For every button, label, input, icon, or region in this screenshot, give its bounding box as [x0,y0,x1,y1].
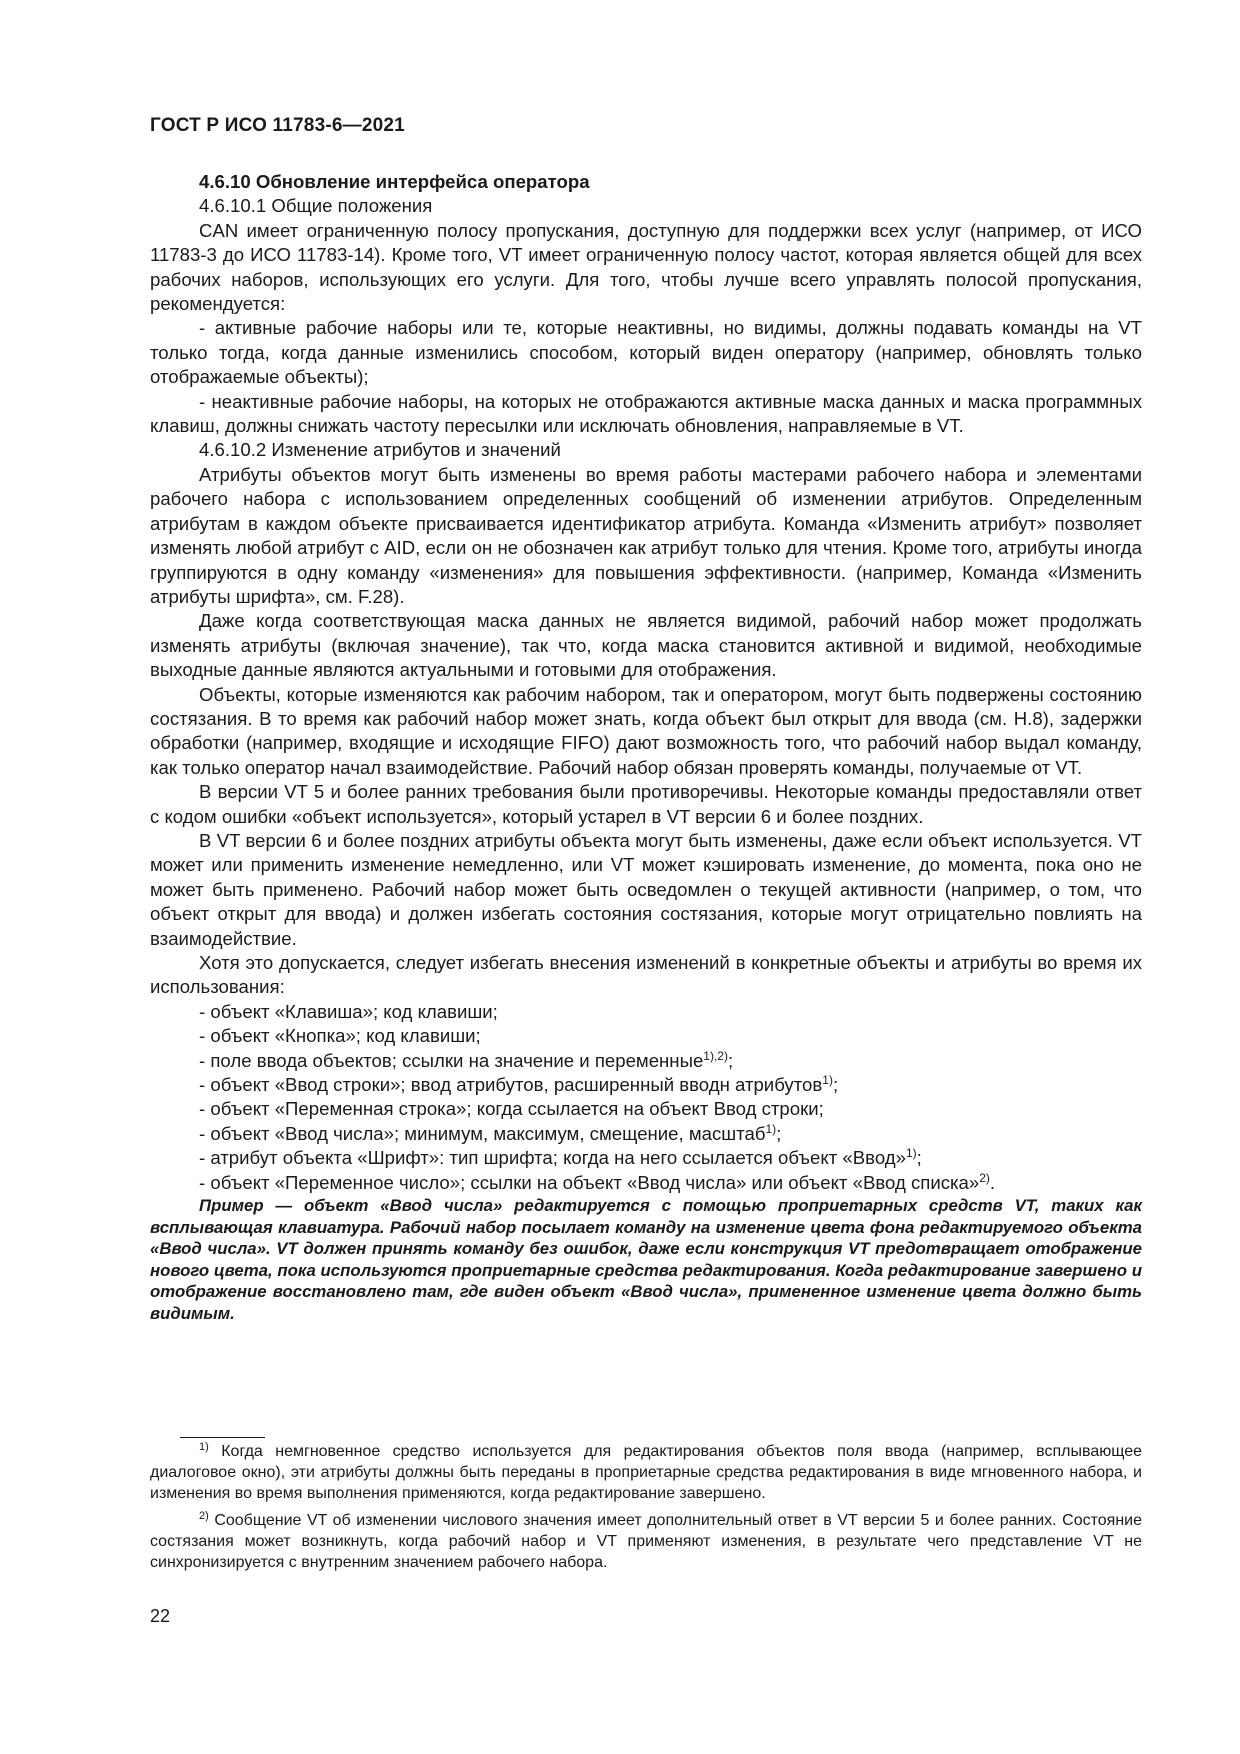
paragraph-vt5: В версии VT 5 и более ранних требования были противоречивы. Некоторые команды предоставляли ответ с кодом ошибки «объект используется», который устарел в VT версии 6 и более поздних. [150,781,1142,827]
recommendation-item-inactive: - неактивные рабочие наборы, на которых не отображаются активные маска данных и маска программных клавиш, должны снижать частоту пересылки или исключать обновления, направляемые в VT. [150,390,1142,437]
example-note: Пример — объект «Ввод числа» редактируется с помощью проприетарных средств VT, таких как всплывающая клавиатура. Рабочий набор посылает команду на изменение цвета фона редактируемого объекта «Ввод числа». VT должен принять команду без ошибок, даже если конструкция VT предотвращает отображение нового цвета, пока используются проприетарные средства редактирования. Когда редактирование завершено и отображение восстановлено там, где виден объект «Ввод числа», примененное изменение цвета должно быть видимым. [150,1196,1142,1324]
footnotes [150,1441,1142,1579]
footnote-marker: 1) [199,1441,209,1453]
paragraph-invisible-mask: Даже когда соответствующая маска данных не является видимой, рабочий набор может продолжать изменять атрибуты (включая значение), так что, когда маска становится активной и видимой, необходимые выходные данные являются актуальными и готовыми для отображения. [150,610,1142,681]
section-body [150,170,1142,1325]
section-heading: 4.6.10 Обновление интерфейса оператора [199,171,590,192]
footnote: $^{2)}$ Сообщение VT об изменении числового значения имеет дополнительный ответ в VT версии 5 и более ранних. Состояние состязания может возникнуть, когда рабочий набор и VT применяют изменения, в результате чего представление VT не синхронизируется с внутренним значением рабочего набора. [150,1510,1142,1571]
list-item: - объект «Переменная строка»; когда ссылается на объект Ввод строки; [199,1098,824,1120]
list-item: - объект «Ввод строки»; ввод атрибутов, расширенный вводн атрибутов$^{1)}$; [199,1073,839,1096]
page-number: 22 [150,1606,171,1626]
recommendation-item-active: - активные рабочие наборы или те, которые неактивны, но видимы, должны подавать команды на VT только тогда, когда данные изменились способом, который виден оператору (например, обновлять только отображаемые объекты); [150,317,1142,388]
list-item: - атрибут объекта «Шрифт»: тип шрифта; когда на него ссылается объект «Ввод»$^{1)}$; [199,1146,922,1169]
paragraph-race-condition: Объекты, которые изменяются как рабочим набором, так и оператором, могут быть подвержены состоянию состязания. В то время как рабочий набор может знать, когда объект был открыт для ввода (см. H.8), задержки обработки (например, входящие и исходящие FIFO) дают возможность того, что рабочий набор выдал команду, как только оператор начал взаимодействие. Рабочий набор обязан проверять команды, получаемые от VT. [150,683,1142,778]
list-item: - объект «Ввод числа»; минимум, максимум, смещение, масштаб$^{1)}$; [199,1121,782,1144]
list-item: - поле ввода объектов; ссылки на значение и переменные$^{1),2)}$; [199,1048,734,1071]
paragraph-avoid-changes: Хотя это допускается, следует избегать внесения изменений в конкретные объекты и атрибуты во время их использования: [150,952,1142,998]
footnote-divider [180,1437,265,1438]
subsection-title-attributes: 4.6.10.2 Изменение атрибутов и значений [199,439,561,461]
footnote-marker: 2) [199,1510,209,1522]
subsection-title-general: 4.6.10.1 Общие положения [199,195,433,217]
paragraph-vt6: В VT версии 6 и более поздних атрибуты объекта могут быть изменены, даже если объект используется. VT может или применить изменение немедленно, или VT может кэшировать изменение, до момента, пока оно не может быть применено. Рабочий набор может быть осведомлен о текущей активности (например, о том, что объект открыт для ввода) и должен избегать состояния состязания, которые могут отрицательно повлиять на взаимодействие. [150,829,1142,949]
list-item: - объект «Кнопка»; код клавиши; [199,1025,481,1047]
object-list [150,1000,1142,1195]
standard-header: ГОСТ Р ИСО 11783-6—2021 [150,115,405,136]
paragraph-attributes: Атрибуты объектов могут быть изменены во время работы мастерами рабочего набора и элементами рабочего набора с использованием определенных сообщений об изменении атрибутов. Определенным атрибутам в каждом объекте присваивается идентификатор атрибута. Команда «Изменить атрибут» позволяет изменять любой атрибут с AID, если он не обозначен как атрибут только для чтения. Кроме того, атрибуты иногда группируются в одну команду «изменения» для повышения эффективности. (например, Команда «Изменить атрибуты шрифта», см. F.28). [150,463,1142,607]
paragraph-bandwidth: CAN имеет ограниченную полосу пропускания, доступную для поддержки всех услуг (например, от ИСО 11783-3 до ИСО 11783-14). Кроме того, VT имеет ограниченную полосу частот, которая является общей для всех рабочих наборов, использующих его услуги. Для того, чтобы лучше всего управлять полосой пропускания, рекомендуется: [150,219,1142,315]
footnote: $^{1)}$ Когда немгновенное средство используется для редактирования объектов поля ввода (например, всплывающее диалоговое окно), эти атрибуты должны быть переданы в проприетарные средства редактирования в виде мгновенного набора, и изменения во время выполнения применяются, когда редактирование завершено. [150,1441,1143,1502]
list-item: - объект «Переменное число»; ссылки на объект «Ввод числа» или объект «Ввод списка»$^{2)}$. [199,1170,996,1193]
list-item: - объект «Клавиша»; код клавиши; [199,1000,498,1022]
